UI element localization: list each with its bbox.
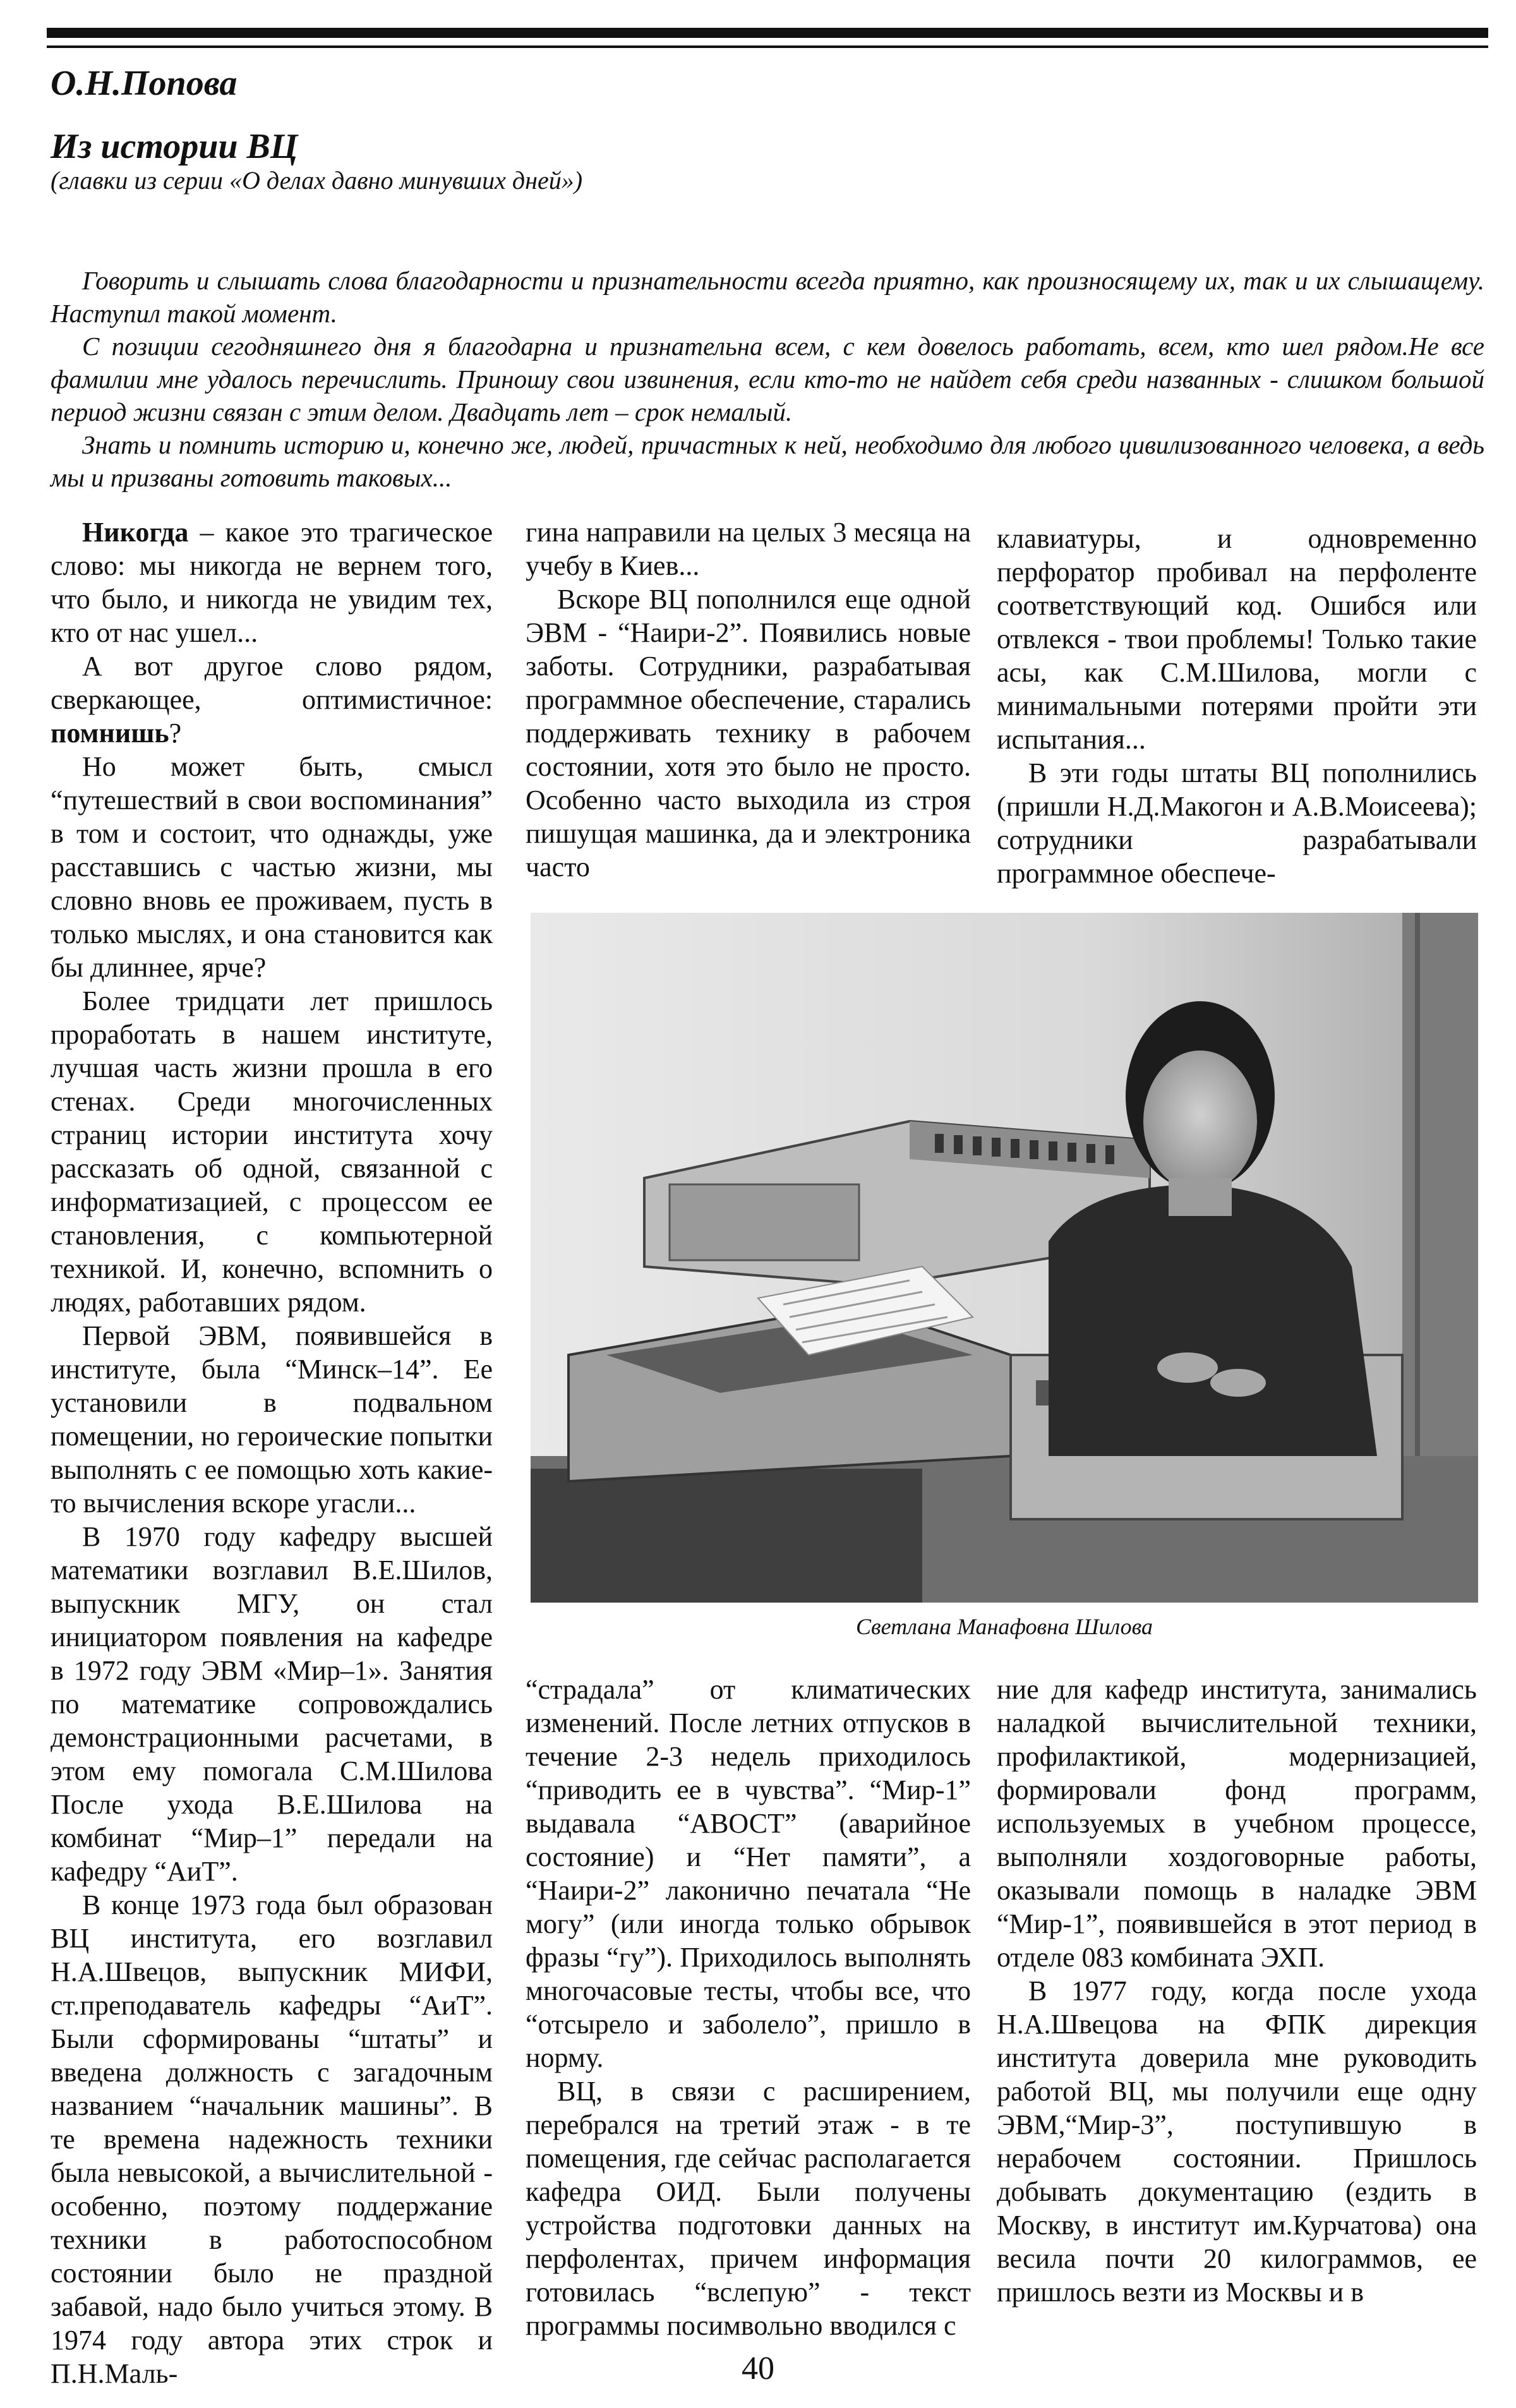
paragraph: В 1977 году, когда после ухода Н.А.Швецова на ФПК дирекция института доверила мне руководить работой ВЦ, мы получили еще одну ЭВМ,“Мир-3”, поступившую в нерабочем состоянии. Пришлось добывать документацию (ездить в Москву, в институт им.Курчатова) она весила почти 20 килограммов, ее пришлось везти из Москвы и в [997, 1975, 1477, 2308]
paragraph: Но может быть, смысл “путешествий в свои воспоминания” в том и состоит, что однажды, уже расставшись с частью жизни, мы словно вновь ее проживаем, пусть в только мыслях, и она становится как бы длиннее, ярче? [51, 751, 493, 983]
bold-word-pomnish: помнишь [51, 718, 169, 749]
column-2-bottom [526, 1673, 971, 2342]
paragraph: гина направили на целых 3 месяца на учебу в Киев... [526, 517, 971, 581]
article-author: О.Н.Попова [51, 64, 238, 103]
photo-illustration [531, 913, 1478, 1603]
paragraph: Более тридцати лет пришлось проработать в нашем институте, лучшая часть жизни прошла в его стенах. Среди многочисленных страниц истории института хочу рассказать об одной, связанной с информатизацией, с процессом ее становления, с компьютерной техникой. И, конечно, вспомнить о людях, работавших рядом. [51, 985, 493, 1318]
epigraph-paragraph: С позиции сегодняшнего дня я благодарна и признательна всем, с кем довелось работать, всем, кто шел рядом.Не все фамилии мне удалось перечислить. Приношу свои извинения, если кто-то не найдет себя среди названных - слишком большой период жизни связан с этим делом. Двадцать лет – срок немалый. [51, 332, 1484, 426]
column-2-top [526, 515, 971, 884]
paragraph: клавиатуры, и одновременно перфоратор пробивал на перфоленте соответствующий код. Ошибся или отвлекся - твои проблемы! Только такие асы, как С.М.Шилова, могли с минимальными потерями пройти эти испытания... [997, 523, 1477, 755]
page-number: 40 [742, 2351, 774, 2387]
header-rule-thick [47, 28, 1488, 38]
article-title: Из истории ВЦ [51, 127, 298, 166]
epigraph [51, 264, 1484, 494]
epigraph-paragraph: Говорить и слышать слова благодарности и признательности всегда приятно, как произносящему их, так и их слышащему. Наступил такой момент. [51, 266, 1484, 328]
paragraph: В 1970 году кафедру высшей математики возглавил В.Е.Шилов, выпускник МГУ, он стал инициатором появления на кафедре в 1972 году ЭВМ «Мир–1». Занятия по математике сопровождались демонстрационными расчетами, в этом ему помогала С.М.Шилова После ухода В.Е.Шилова на комбинат “Мир–1” передали на кафедру “АиТ”. [51, 1521, 493, 1887]
paragraph: ние для кафедр института, занимались наладкой вычислительной техники, профилактикой, модернизацией, формировали фонд программ, используемых в учебном процессе, выполняли хоздоговорные работы, оказывали помощь в наладке ЭВМ “Мир-1”, появившейся в этот период в отделе 083 комбината ЭХП. [997, 1674, 1477, 1973]
bold-word-nikogda: Никогда [82, 517, 189, 548]
column-1 [51, 515, 493, 2390]
paragraph: Первой ЭВМ, появившейся в институте, была “Минск–14”. Ее установили в подвальном помещении, но героические попытки выполнять с ее помощью хоть какие-то вычисления вскоре угасли... [51, 1320, 493, 1519]
paragraph: В эти годы штаты ВЦ пополнились (пришли Н.Д.Макогон и А.В.Моисеева); сотрудники разрабатывали программное обеспече- [997, 757, 1477, 889]
epigraph-paragraph: Знать и помнить историю и, конечно же, людей, причастных к ней, необходимо для любого цивилизованного человека, а ведь мы и призваны готовить таковых... [51, 430, 1484, 492]
column-3-top [997, 522, 1477, 890]
photo-computer-operator [531, 913, 1478, 1603]
column-3-bottom [997, 1673, 1477, 2309]
article-subtitle: (главки из серии «О делах давно минувших дней») [51, 166, 583, 195]
paragraph: “страдала” от климатических изменений. После летних отпусков в течение 2-3 недель приходилось “приводить ее в чувства”. “Мир-1” выдавала “АВОСТ” (аварийное состояние) и “Нет памяти”, а “Наири-2” лаконично печатала “Не могу” (или иногда только обрывок фразы “гу”). Приходилось выполнять многочасовые тесты, чтобы все, что “отсырело и заболело”, пришло в норму. [526, 1674, 971, 2073]
paragraph: А вот другое слово рядом, сверкающее, оптимистичное: помнишь? [51, 651, 493, 749]
paragraph: Вскоре ВЦ пополнился еще одной ЭВМ - “Наири-2”. Появились новые заботы. Сотрудники, разрабатывая программное обеспечение, старались поддерживать технику в рабочем состоянии, хотя это было не просто. Особенно часто выходила из строя пишущая машинка, да и электроника часто [526, 584, 971, 882]
paragraph: В конце 1973 года был образован ВЦ института, его возглавил Н.А.Швецов, выпускник МИФИ, ст.преподаватель кафедры “АиТ”. Были сформированы “штаты” и введена должность с загадочным названием “начальник машины”. В те времена надежность техники была невысокой, а вычислительной - особенно, поэтому поддержание техники в работоспособном состоянии было не праздной забавой, надо было учиться этому. В 1974 году автора этих строк и П.Н.Маль- [51, 1889, 493, 2389]
photo-caption: Светлана Манафовна Шилова [855, 1614, 1153, 1639]
paragraph: Никогда – какое это трагическое слово: мы никогда не вернем того, что было, и никогда не увидим тех, кто от нас ушел... [51, 517, 493, 648]
paragraph: ВЦ, в связи с расширением, перебрался на третий этаж - в те помещения, где сейчас располагается кафедра ОИД. Были получены устройства подготовки данных на перфолентах, причем информация готовилась “вслепую” - текст программы посимвольно вводился с [526, 2076, 971, 2341]
header-rule-thin [47, 45, 1488, 48]
